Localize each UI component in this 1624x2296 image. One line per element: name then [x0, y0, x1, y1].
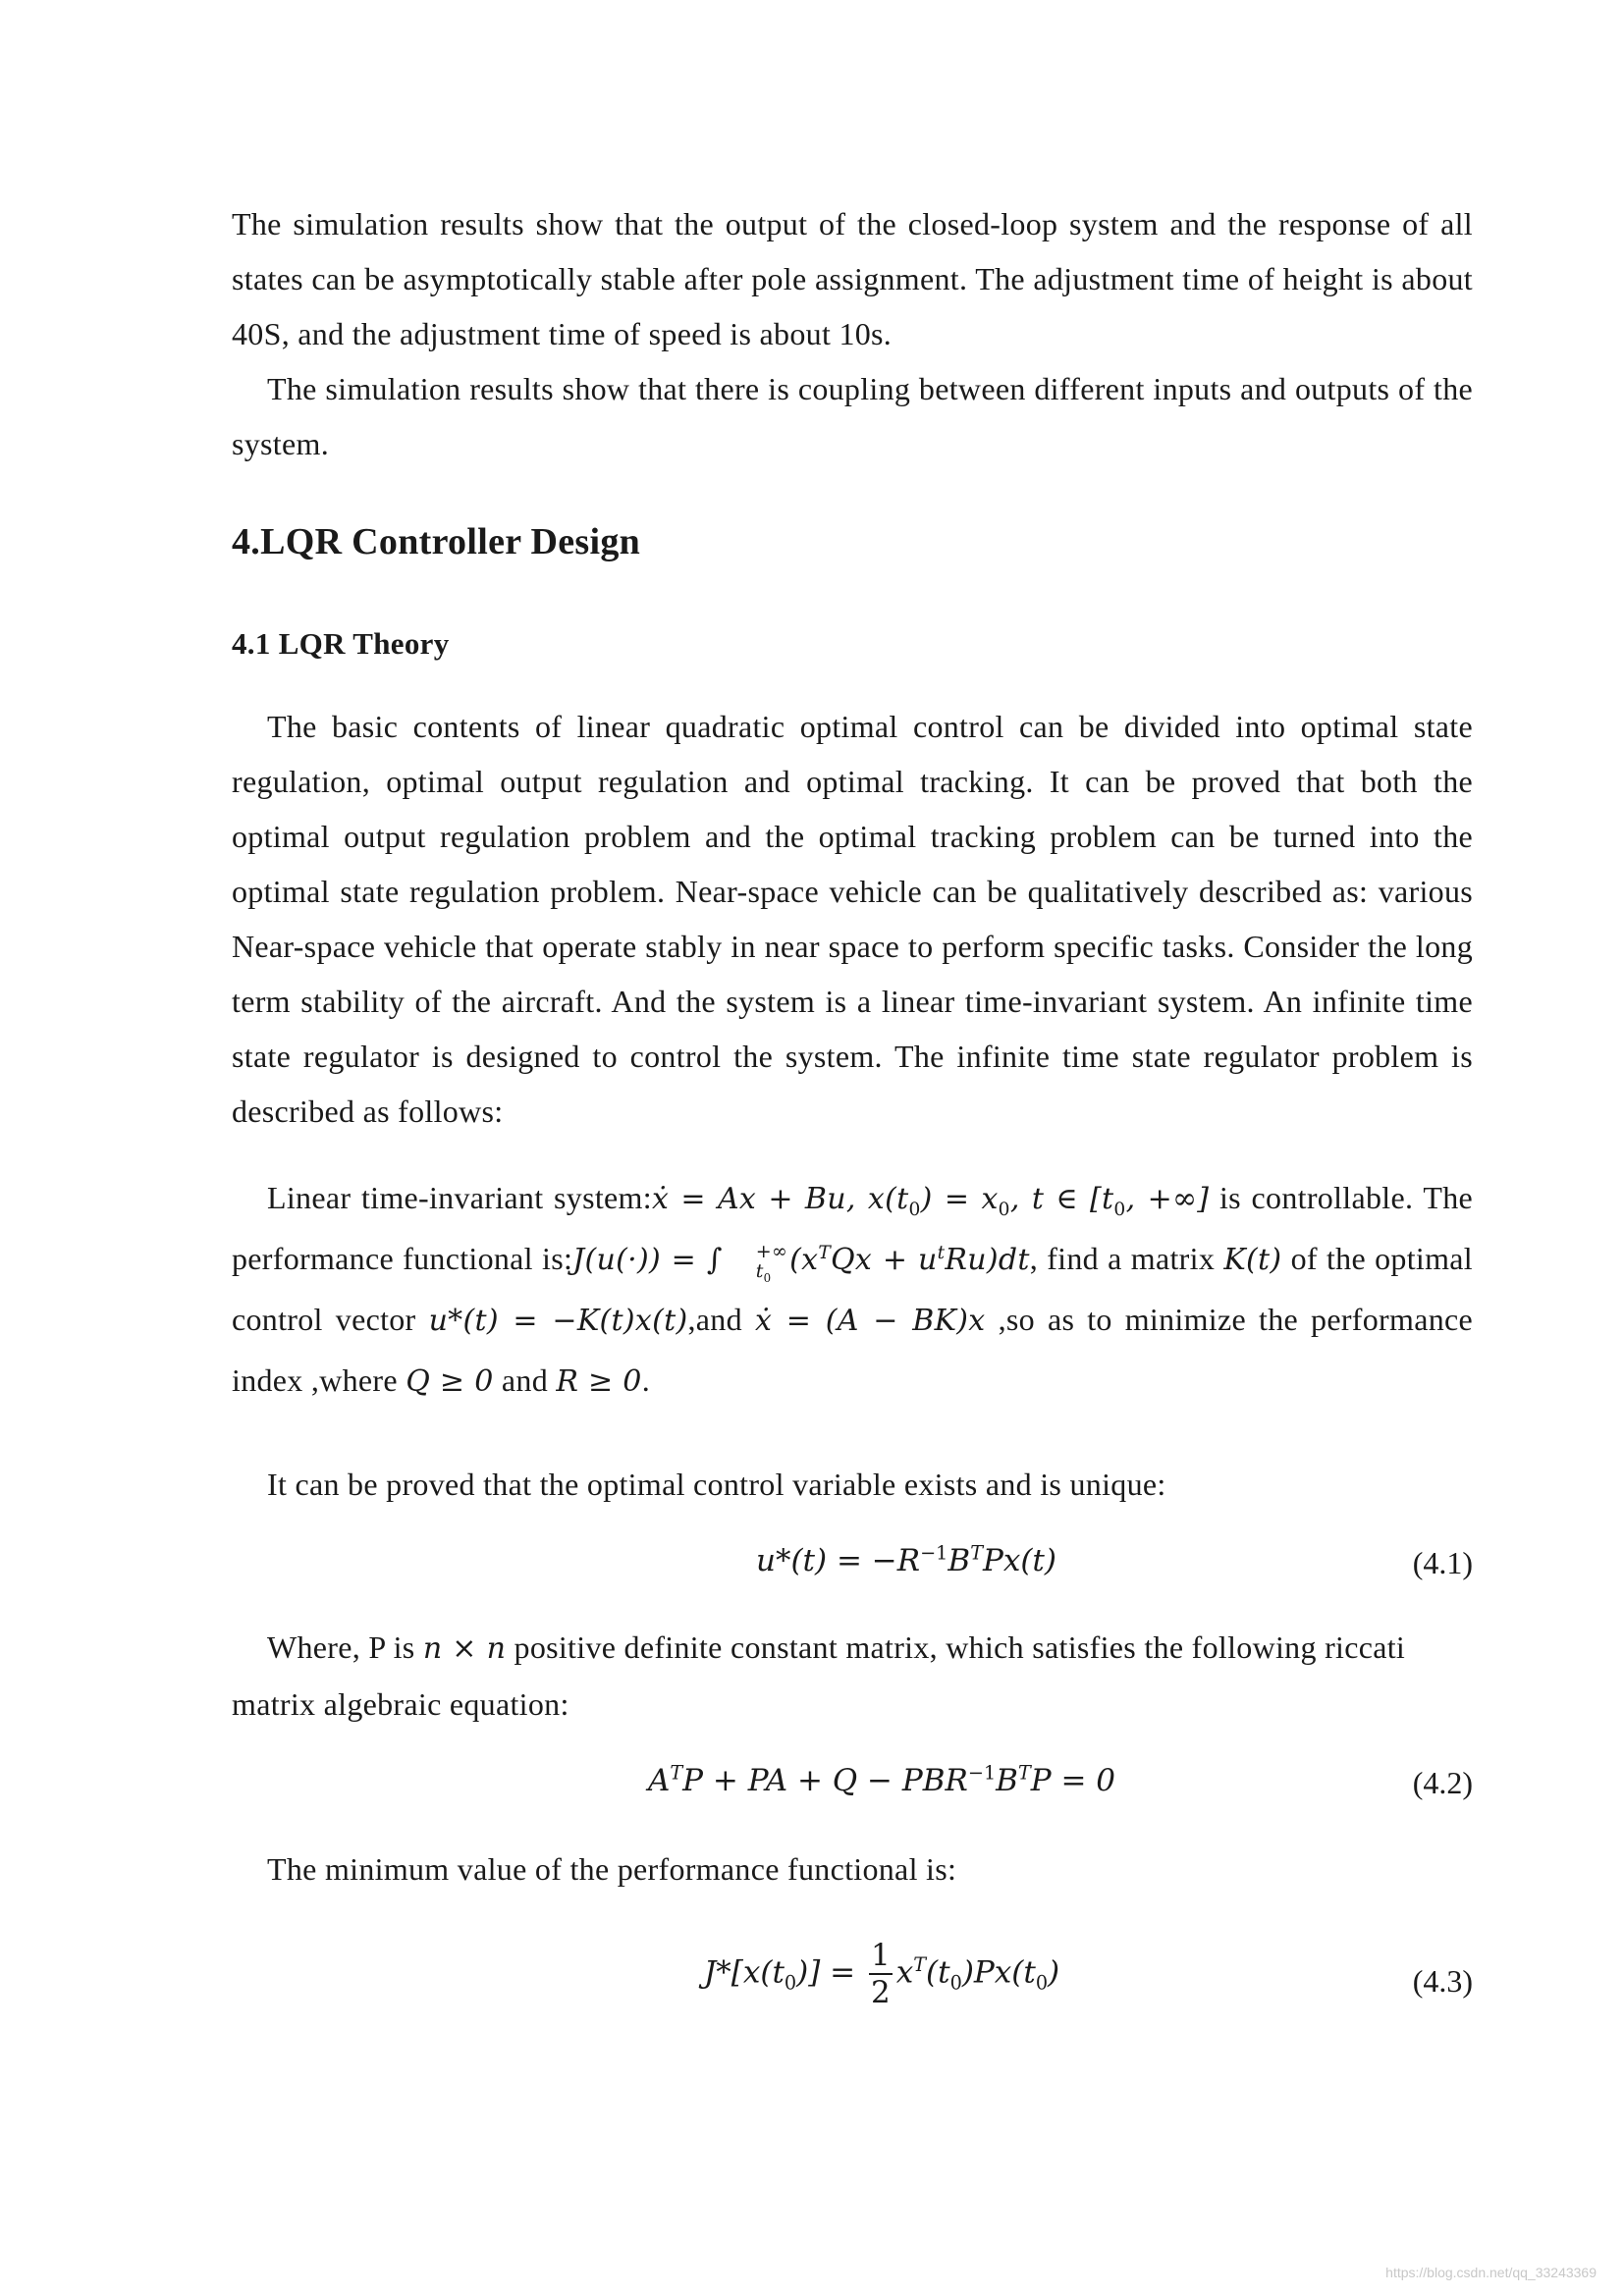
- text-positive-definite: positive definite constant matrix, which satisfies the following riccati matrix algebraic equation:: [232, 1629, 1406, 1722]
- math-performance-functional: J(u(·)) = ∫ +∞ $t_0$ $(x^TQx + u^tRu)dt$: [572, 1241, 1030, 1285]
- section-heading-block: [232, 520, 1473, 563]
- paragraph-system-definition: Linear time-invariant system:ẋ = Ax + Bu, $x(t_0) = x_0$, t ∈ [$t_0$, +∞] is controllable. The performance functional is:J(u(·)) = ∫ +∞ $t_0$ $(x^TQx + u^tRu)dt$, find a matrix K(t) of the optimal control vector u*(t) = −K(t)x(t),and ẋ = (A − BK)x ,so as to minimize the performance index ,where Q ≥ 0 and R ≥ 0.: [232, 1180, 1474, 1399]
- math-q-condition: Q ≥ 0: [406, 1364, 494, 1399]
- equation-4-1-body: $u*(t) = -R^{-1}B^TPx(t)$: [755, 1541, 1056, 1578]
- equation-4-2-body: $A^TP$ + PA + $Q - PBR^{-1}B^TP = 0$: [647, 1761, 1116, 1798]
- paragraph-simulation-results: The simulation results show that the output of the closed-loop system and the response of all states can be asymptotically stable after pole assignment. The adjustment time of height is about 40S, and the adjustment time of speed is about 10s.: [232, 206, 1473, 351]
- paragraph-existence: It can be proved that the optimal control variable exists and is unique:: [267, 1467, 1166, 1502]
- text-find-matrix: , find a matrix: [1029, 1241, 1216, 1276]
- math-control-law: u*(t) = −K(t)x(t): [428, 1304, 688, 1338]
- text-lti-system: Linear time-invariant system:: [267, 1180, 652, 1215]
- text-and: ,and: [687, 1302, 742, 1337]
- math-gain-matrix: K(t): [1223, 1243, 1282, 1277]
- subsection-title: 4.1 LQR Theory: [232, 626, 450, 661]
- equation-4-2: [232, 1757, 1473, 1816]
- math-n-by-n: n × n: [422, 1631, 507, 1666]
- equation-4-2-number: (4.2): [1412, 1765, 1473, 1800]
- equation-4-3-body: $J*[x(t_0)]$ = $\frac{1}{2}$ $x^T(t_0)Px(t_0)$: [703, 1938, 1060, 2010]
- section-title: 4.LQR Controller Design: [232, 521, 641, 562]
- text-minimize: ,so as to minimize the performance index ,where: [232, 1302, 1474, 1398]
- existence-paragraph: [232, 1457, 1473, 1512]
- lqr-theory-paragraph: [232, 699, 1473, 1139]
- equation-4-3-number: (4.3): [1412, 1963, 1473, 1999]
- minimum-value-paragraph: [232, 1842, 1473, 1896]
- intro-paragraph: [232, 196, 1473, 361]
- subsection-heading-block: [232, 626, 1473, 662]
- watermark-url: https://blog.csdn.net/qq_33243369: [1385, 2265, 1597, 2280]
- paragraph-riccati: [232, 1620, 1473, 1732]
- paragraph-coupling: The simulation results show that there is coupling between different inputs and outputs of the system.: [232, 371, 1473, 461]
- text-and-2: and: [501, 1362, 548, 1398]
- system-definition-paragraph: [232, 1168, 1473, 1412]
- fraction-one-half: $\frac{1}{2}$: [871, 1938, 891, 2010]
- equation-4-1-number: (4.1): [1412, 1545, 1473, 1580]
- math-r-condition: R ≥ 0: [556, 1364, 642, 1399]
- text-optimal-control-vector: of the optimal control vector: [232, 1241, 1473, 1337]
- paragraph-minimum-value: The minimum value of the performance functional is:: [267, 1851, 957, 1887]
- equation-4-1: [232, 1537, 1473, 1596]
- paragraph-lqr-basics: The basic contents of linear quadratic optimal control can be divided into optimal state regulation, optimal output regulation and optimal tracking. It can be proved that both the optimal output regulation problem and the optimal tracking problem can be turned into the optimal state regulation problem. Near-space vehicle can be qualitatively described as: various Near-space vehicle that operate stably in near space to perform specific tasks. Consider the long term stability of the aircraft. And the system is a linear time-invariant system. An infinite time state regulator is designed to control the system. The infinite time state regulator problem is described as follows:: [232, 709, 1473, 1129]
- coupling-paragraph: [232, 361, 1473, 471]
- text-controllable: is controllable. The performance functional is:: [232, 1180, 1473, 1276]
- math-state-equation: ẋ = Ax + Bu, $x(t_0) = x_0$, t ∈ [$t_0$, +∞]: [651, 1182, 1210, 1220]
- equation-4-3: [232, 1932, 1473, 2020]
- riccati-paragraph: [232, 1620, 1473, 1732]
- text-where-p: Where, P is: [267, 1629, 415, 1665]
- math-closed-loop: ẋ = (A − BK)x: [754, 1304, 986, 1338]
